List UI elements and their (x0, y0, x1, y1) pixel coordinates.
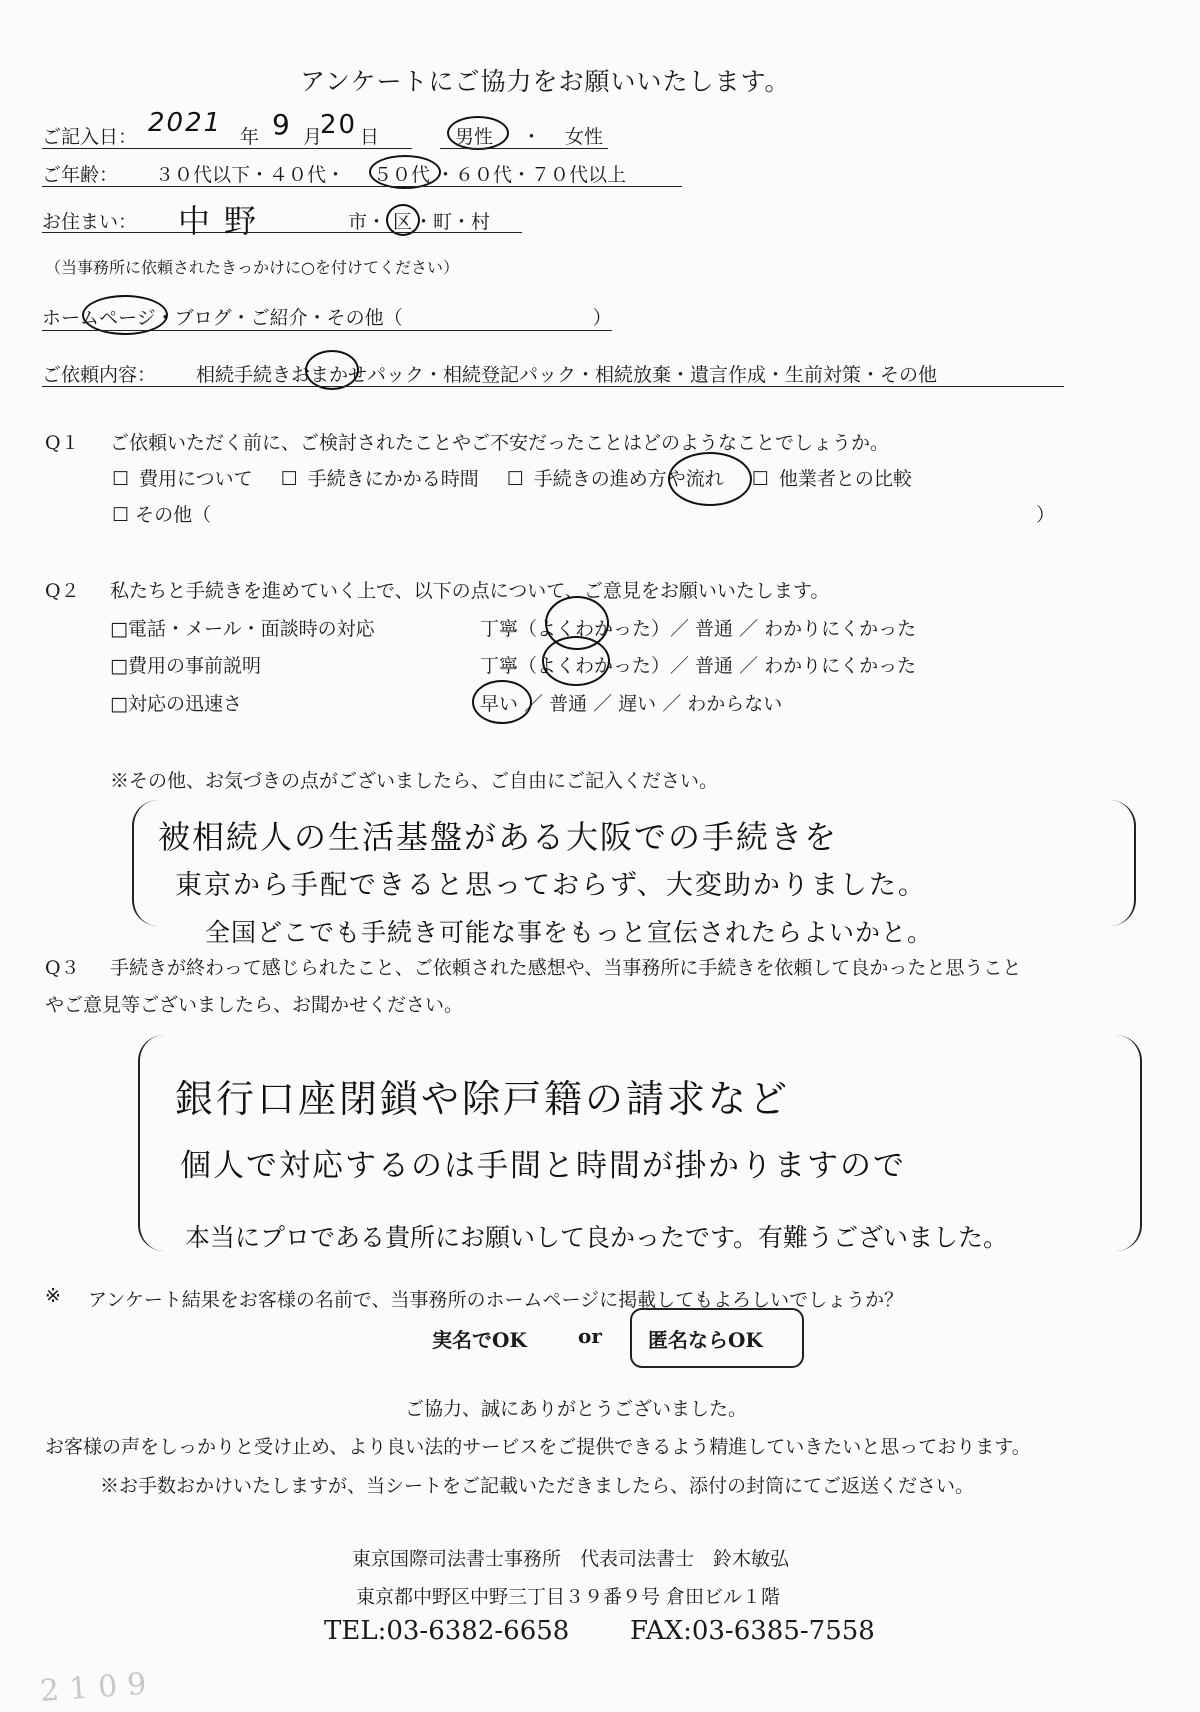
trigger-note: （当事務所に依頼されたきっかけに○を付けてください） (45, 258, 459, 277)
q1-process-circle (668, 452, 752, 506)
date-year[interactable]: 2021 (148, 108, 223, 138)
q2-text: 私たちと手続きを進めていく上で、以下の点について、ご意見をお願いいたします。 (110, 580, 830, 602)
consent-anonymous-option[interactable]: 匿名ならOK (648, 1328, 763, 1352)
address-units: 市・ (348, 211, 387, 233)
date-day[interactable]: 20 (320, 110, 358, 140)
q3-handwritten-line-3: 本当にプロである貴所にお願いして良かったです。有難うございました。 (185, 1223, 1009, 1252)
consent-anonymous-selected-box (630, 1308, 804, 1368)
age-selected[interactable]: ５０代 (373, 164, 431, 186)
trigger-options[interactable]: ホームページ・ブログ・ご紹介・その他（ ） (42, 307, 612, 329)
request-label: ご依頼内容： (42, 364, 157, 386)
q3-text-1: 手続きが終わって感じられたこと、ご依頼された感想や、当事務所に手続きを依頼して良かったと思うこと (110, 957, 1022, 979)
q3-text-2: やご意見等ございましたら、お聞かせください。 (45, 994, 464, 1016)
address-label: お住まい： (42, 211, 138, 233)
request-options[interactable]: 相続手続きおまかせパック・相続登記パック・相続放棄・遺言作成・生前対策・その他 (196, 364, 938, 386)
consent-mark: ※ (45, 1285, 61, 1307)
date-month[interactable]: 9 (272, 108, 292, 141)
age-selected-circle (369, 155, 441, 189)
closing-message: お客様の声をしっかりと受け止め、より良い法的サービスをご提供できるよう精進していきたいと思っております。 (45, 1436, 1031, 1458)
q1-text: ご依頼いただく前に、ご検討されたことやご不安だったことはどのようなことでしょうか。 (110, 432, 890, 454)
q2-row-3-scale[interactable]: 早い ／ 普通 ／ 遅い ／ わからない (480, 693, 783, 715)
footer-tel: TEL:03-6382-6658 (324, 1616, 570, 1646)
date-month-unit: 月 (303, 126, 323, 148)
request-omakase-circle (305, 350, 359, 390)
q2-handwritten-line-3: 全国どこでも手続き可能な事をもっと宣伝されたらよいかと。 (205, 918, 934, 947)
trigger-homepage-circle (82, 295, 168, 335)
q1-option-cost[interactable]: ☐ 費用について (112, 464, 253, 491)
q2-number: Q２ (45, 580, 80, 602)
q1-number: Q１ (45, 432, 80, 454)
q3-handwritten-line-1: 銀行口座閉鎖や除戸籍の請求など (175, 1077, 791, 1121)
address-units-rest: ・町・村 (414, 211, 491, 233)
q1-option-compare[interactable]: ☐ 他業者との比較 (752, 464, 912, 491)
q2-row-2-scale[interactable]: 丁寧（よくわかった）／ 普通 ／ わかりにくかった (480, 655, 917, 677)
gender-male[interactable]: 男性 (455, 126, 494, 148)
date-label: ご記入日： (42, 126, 138, 148)
gender-sep: ・ (522, 126, 542, 148)
q2-row-3-circle (472, 680, 532, 724)
age-options: ３０代以下・４０代・ (155, 164, 346, 186)
q2-row-1-scale[interactable]: 丁寧（よくわかった）／ 普通 ／ わかりにくかった (480, 618, 917, 640)
address-selected-unit[interactable]: 区 (393, 211, 413, 233)
gender-female[interactable]: 女性 (565, 126, 604, 148)
date-year-unit: 年 (240, 126, 260, 148)
address-value[interactable]: 中野 (178, 202, 271, 240)
closing-return-note: ※お手数おかけいたしますが、当シートをご記載いただきましたら、添付の封筒にてご返送ください。 (100, 1475, 975, 1497)
page-title: アンケートにご協力をお願いいたします。 (300, 67, 791, 96)
footer-office: 東京国際司法書士事務所 代表司法書士 鈴木敏弘 (352, 1548, 790, 1570)
q3-handwritten-line-2: 個人で対応するのは手間と時間が掛かりますので (180, 1148, 906, 1184)
q1-other[interactable]: ☐ その他（ (112, 504, 212, 526)
footer-fax: FAX:03-6385-7558 (630, 1616, 875, 1646)
q1-other-close: ） (1036, 504, 1056, 526)
gender-male-circle (447, 116, 509, 150)
q2-handwritten-line-2: 東京から手配できると思っておらず、大変助かりました。 (175, 870, 927, 901)
q2-row-1-item: □電話・メール・面談時の対応 (110, 618, 375, 640)
q2-row-2-circle (542, 636, 610, 686)
stamp-number: 2109 (38, 1665, 158, 1710)
consent-real-name-option[interactable]: 実名でOK (432, 1328, 527, 1352)
footer-address: 東京都中野区中野三丁目３９番９号 倉田ビル１階 (356, 1586, 781, 1608)
consent-or: or (578, 1324, 602, 1348)
age-rest: ・６０代・７０代以上 (436, 164, 627, 186)
closing-thanks: ご協力、誠にありがとうございました。 (405, 1398, 748, 1420)
date-day-unit: 日 (360, 126, 380, 148)
q2-row-2-item: □費用の事前説明 (110, 655, 261, 677)
q1-option-time[interactable]: ☐ 手続きにかかる時間 (281, 464, 479, 491)
q3-number: Q３ (45, 957, 80, 979)
consent-text: アンケート結果をお客様の名前で、当事務所のホームページに掲載してもよろしいでしょうか？ (88, 1289, 904, 1311)
q1-option-process[interactable]: ☐ 手続きの進め方や流れ (507, 464, 724, 491)
q2-note: ※その他、お気づきの点がございましたら、ご自由にご記入ください。 (110, 770, 719, 792)
age-label: ご年齢： (42, 164, 119, 186)
q2-handwritten-line-1: 被相続人の生活基盤がある大阪での手続きを (158, 818, 839, 856)
q2-row-3-item: □対応の迅速さ (110, 693, 242, 715)
